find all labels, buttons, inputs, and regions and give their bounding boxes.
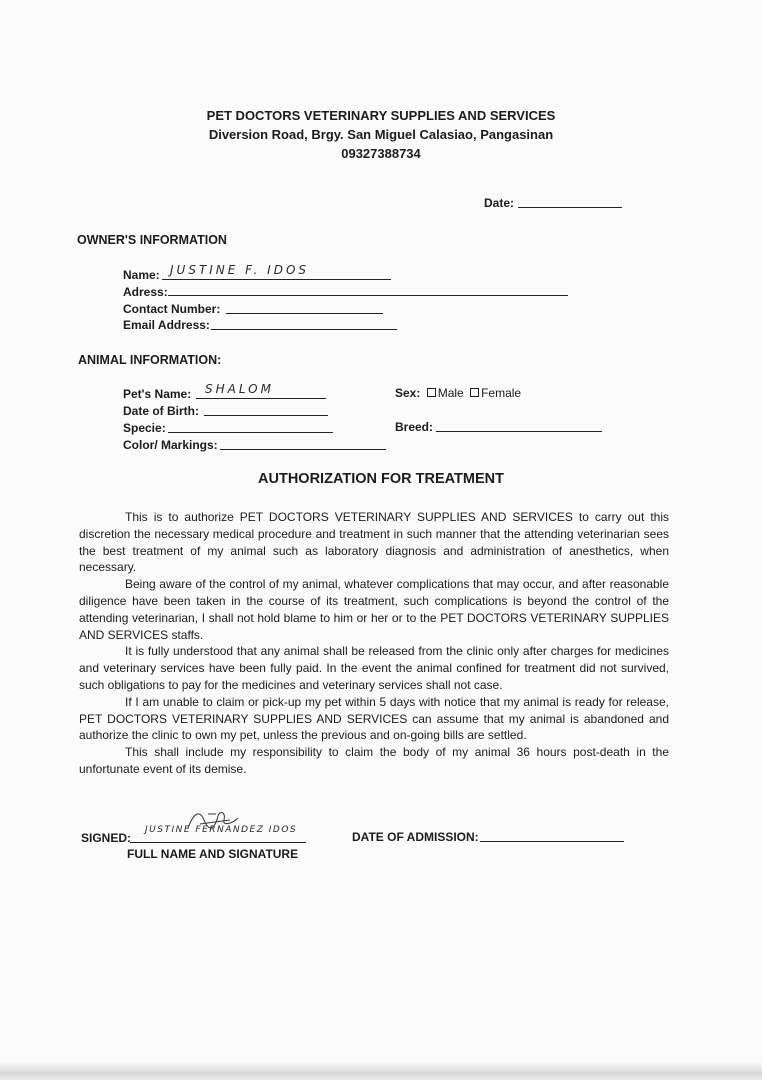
date-field[interactable] [518, 207, 622, 208]
sex-group [395, 386, 521, 400]
owner-email-field[interactable] [211, 329, 397, 330]
authorization-body [79, 509, 669, 778]
specie-label: Specie: [123, 421, 166, 435]
specie-field[interactable] [168, 432, 333, 433]
authorization-paragraph: This shall include my responsibility to claim the body of my animal 36 hours post-death in the unfortunate event of its demise. [79, 745, 669, 776]
authorization-paragraph: If I am unable to claim or pick-up my pet within 5 days with notice that my animal is ready for release, PET DOCTORS VETERINARY SUPPLIES AND SERVICES can assume that my animal is abandoned and authorize the clinic to own my pet, unless the previous and on-going bills are settled. [79, 694, 669, 743]
dob-label: Date of Birth: [123, 404, 199, 418]
signed-label: SIGNED: [81, 831, 132, 845]
breed-label: Breed: [395, 420, 434, 434]
male-checkbox[interactable] [427, 388, 436, 397]
dob-field[interactable] [204, 415, 328, 416]
color-markings-field[interactable] [220, 449, 386, 450]
animal-section-heading: ANIMAL INFORMATION: [78, 353, 222, 367]
sex-label: Sex: [395, 386, 421, 400]
female-label: Female [481, 386, 522, 400]
owner-address-label: Adress: [123, 285, 168, 299]
authorization-title: AUTHORIZATION FOR TREATMENT [258, 471, 504, 487]
owner-section-heading: OWNER'S INFORMATION [77, 233, 227, 247]
breed-field[interactable] [436, 431, 602, 432]
authorization-paragraph: Being aware of the control of my animal, whatever complications that may occur, and after reasonable diligence have been taken in the course of its treatment, such complications is beyond the control of the attending veterinarian, I shall not hold blame to him or her or to the PET DOCTORS VETERINARY SUPPLIES AND SERVICES staffs. [79, 577, 669, 642]
female-checkbox[interactable] [470, 388, 479, 397]
owner-email-label: Email Address: [123, 318, 210, 332]
owner-address-field[interactable] [168, 295, 568, 296]
admission-date-field[interactable] [480, 841, 624, 842]
authorization-paragraph: This is to authorize PET DOCTORS VETERINARY SUPPLIES AND SERVICES to carry out this discretion the necessary medical procedure and treatment in such manner that the attending veterinarian sees the best treatment of my animal such as laboratory diagnosis and administration of anesthetics, when necessary. [79, 510, 669, 575]
pet-name-handwriting: SHALOM [205, 382, 274, 396]
signature-handwriting: JUSTINE FERNANDEZ IDOS [145, 825, 298, 835]
owner-name-field[interactable] [162, 279, 391, 280]
signature-scribble [180, 806, 250, 836]
owner-name-label: Name: [123, 268, 160, 282]
color-markings-label: Color/ Markings: [123, 438, 218, 452]
owner-name-handwriting: JUSTINE F. IDOS [170, 263, 310, 277]
signature-field[interactable] [130, 842, 306, 843]
scan-edge-shadow [0, 1062, 762, 1080]
date-label: Date: [484, 196, 515, 210]
owner-contact-label: Contact Number: [123, 302, 221, 316]
pet-name-label: Pet's Name: [123, 387, 192, 401]
company-address: Diversion Road, Brgy. San Miguel Calasiao, Pangasinan [208, 127, 554, 142]
authorization-paragraph: It is fully understood that any animal shall be released from the clinic only after charges for medicines and veterinary services have been fully paid. In the event the animal confined for treatment did not survived, such obligations to pay for the medicines and veterinary services shall not case. [79, 644, 669, 692]
admission-date-label: DATE OF ADMISSION: [352, 830, 479, 844]
signature-caption: FULL NAME AND SIGNATURE [127, 847, 299, 861]
owner-contact-field[interactable] [226, 313, 383, 314]
pet-name-field[interactable] [196, 398, 326, 399]
company-name: PET DOCTORS VETERINARY SUPPLIES AND SERVICES [206, 108, 556, 123]
male-label: Male [437, 386, 464, 400]
company-phone: 09327388734 [341, 146, 421, 161]
